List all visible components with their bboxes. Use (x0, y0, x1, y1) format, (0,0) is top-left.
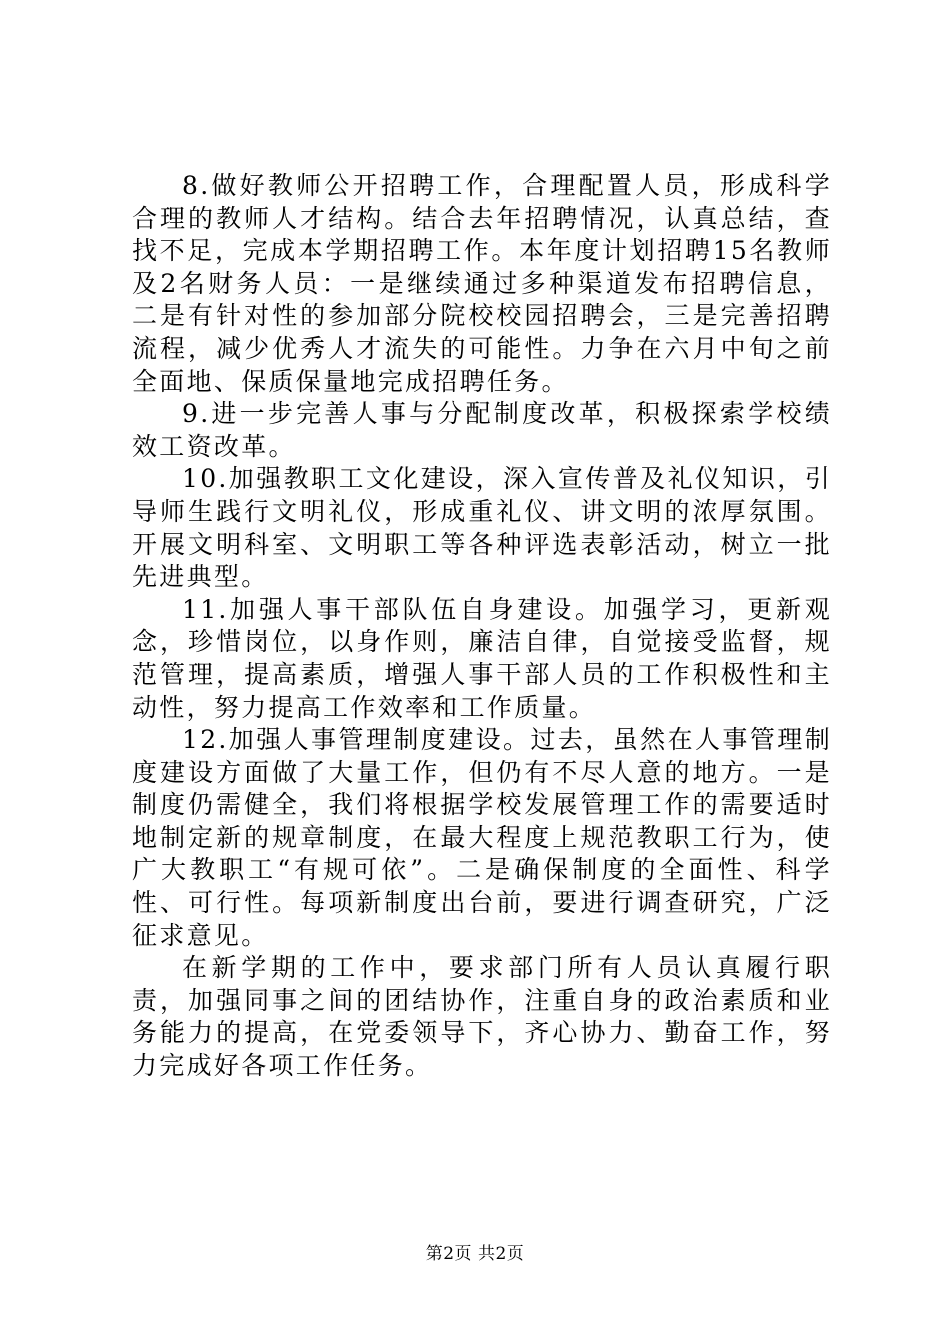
paragraph-item-12: 12.加强人事管理制度建设。过去，虽然在人事管理制度建设方面做了大量工作，但仍有不尽人意的地方。一是制度仍需健全，我们将根据学校发展管理工作的需要适时地制定新的规章制度，在最大程度上规范教职工行为，使广大教职工“有规可依”。二是确保制度的全面性、科学性、可行性。每项新制度出台前，要进行调查研究，广泛征求意见。 (132, 725, 832, 950)
document-body (132, 170, 832, 1083)
paragraph-item-10: 10.加强教职工文化建设，深入宣传普及礼仪知识，引导师生践行文明礼仪，形成重礼仪、讲文明的浓厚氛围。开展文明科室、文明职工等各种评选表彰活动，树立一批先进典型。 (132, 464, 832, 592)
paragraph-item-9: 9.进一步完善人事与分配制度改革，积极探索学校绩效工资改革。 (132, 399, 832, 461)
paragraph-item-8: 8.做好教师公开招聘工作，合理配置人员，形成科学合理的教师人才结构。结合去年招聘情况，认真总结，查找不足，完成本学期招聘工作。本年度计划招聘15名教师及2名财务人员：一是继续通过多种渠道发布招聘信息，二是有针对性的参加部分院校校园招聘会，三是完善招聘流程，减少优秀人才流失的可能性。力争在六月中旬之前全面地、保质保量地完成招聘任务。 (132, 171, 832, 396)
page-number-footer: 第2页 共2页 (425, 1244, 525, 1264)
paragraph-item-11: 11.加强人事干部队伍自身建设。加强学习，更新观念，珍惜岗位，以身作则，廉洁自律，自觉接受监督，规范管理，提高素质，增强人事干部人员的工作积极性和主动性，努力提高工作效率和工作质量。 (132, 594, 832, 722)
closing-paragraph: 在新学期的工作中，要求部门所有人员认真履行职责，加强同事之间的团结协作，注重自身的政治素质和业务能力的提高，在党委领导下，齐心协力、勤奋工作，努力完成好各项工作任务。 (132, 953, 832, 1081)
